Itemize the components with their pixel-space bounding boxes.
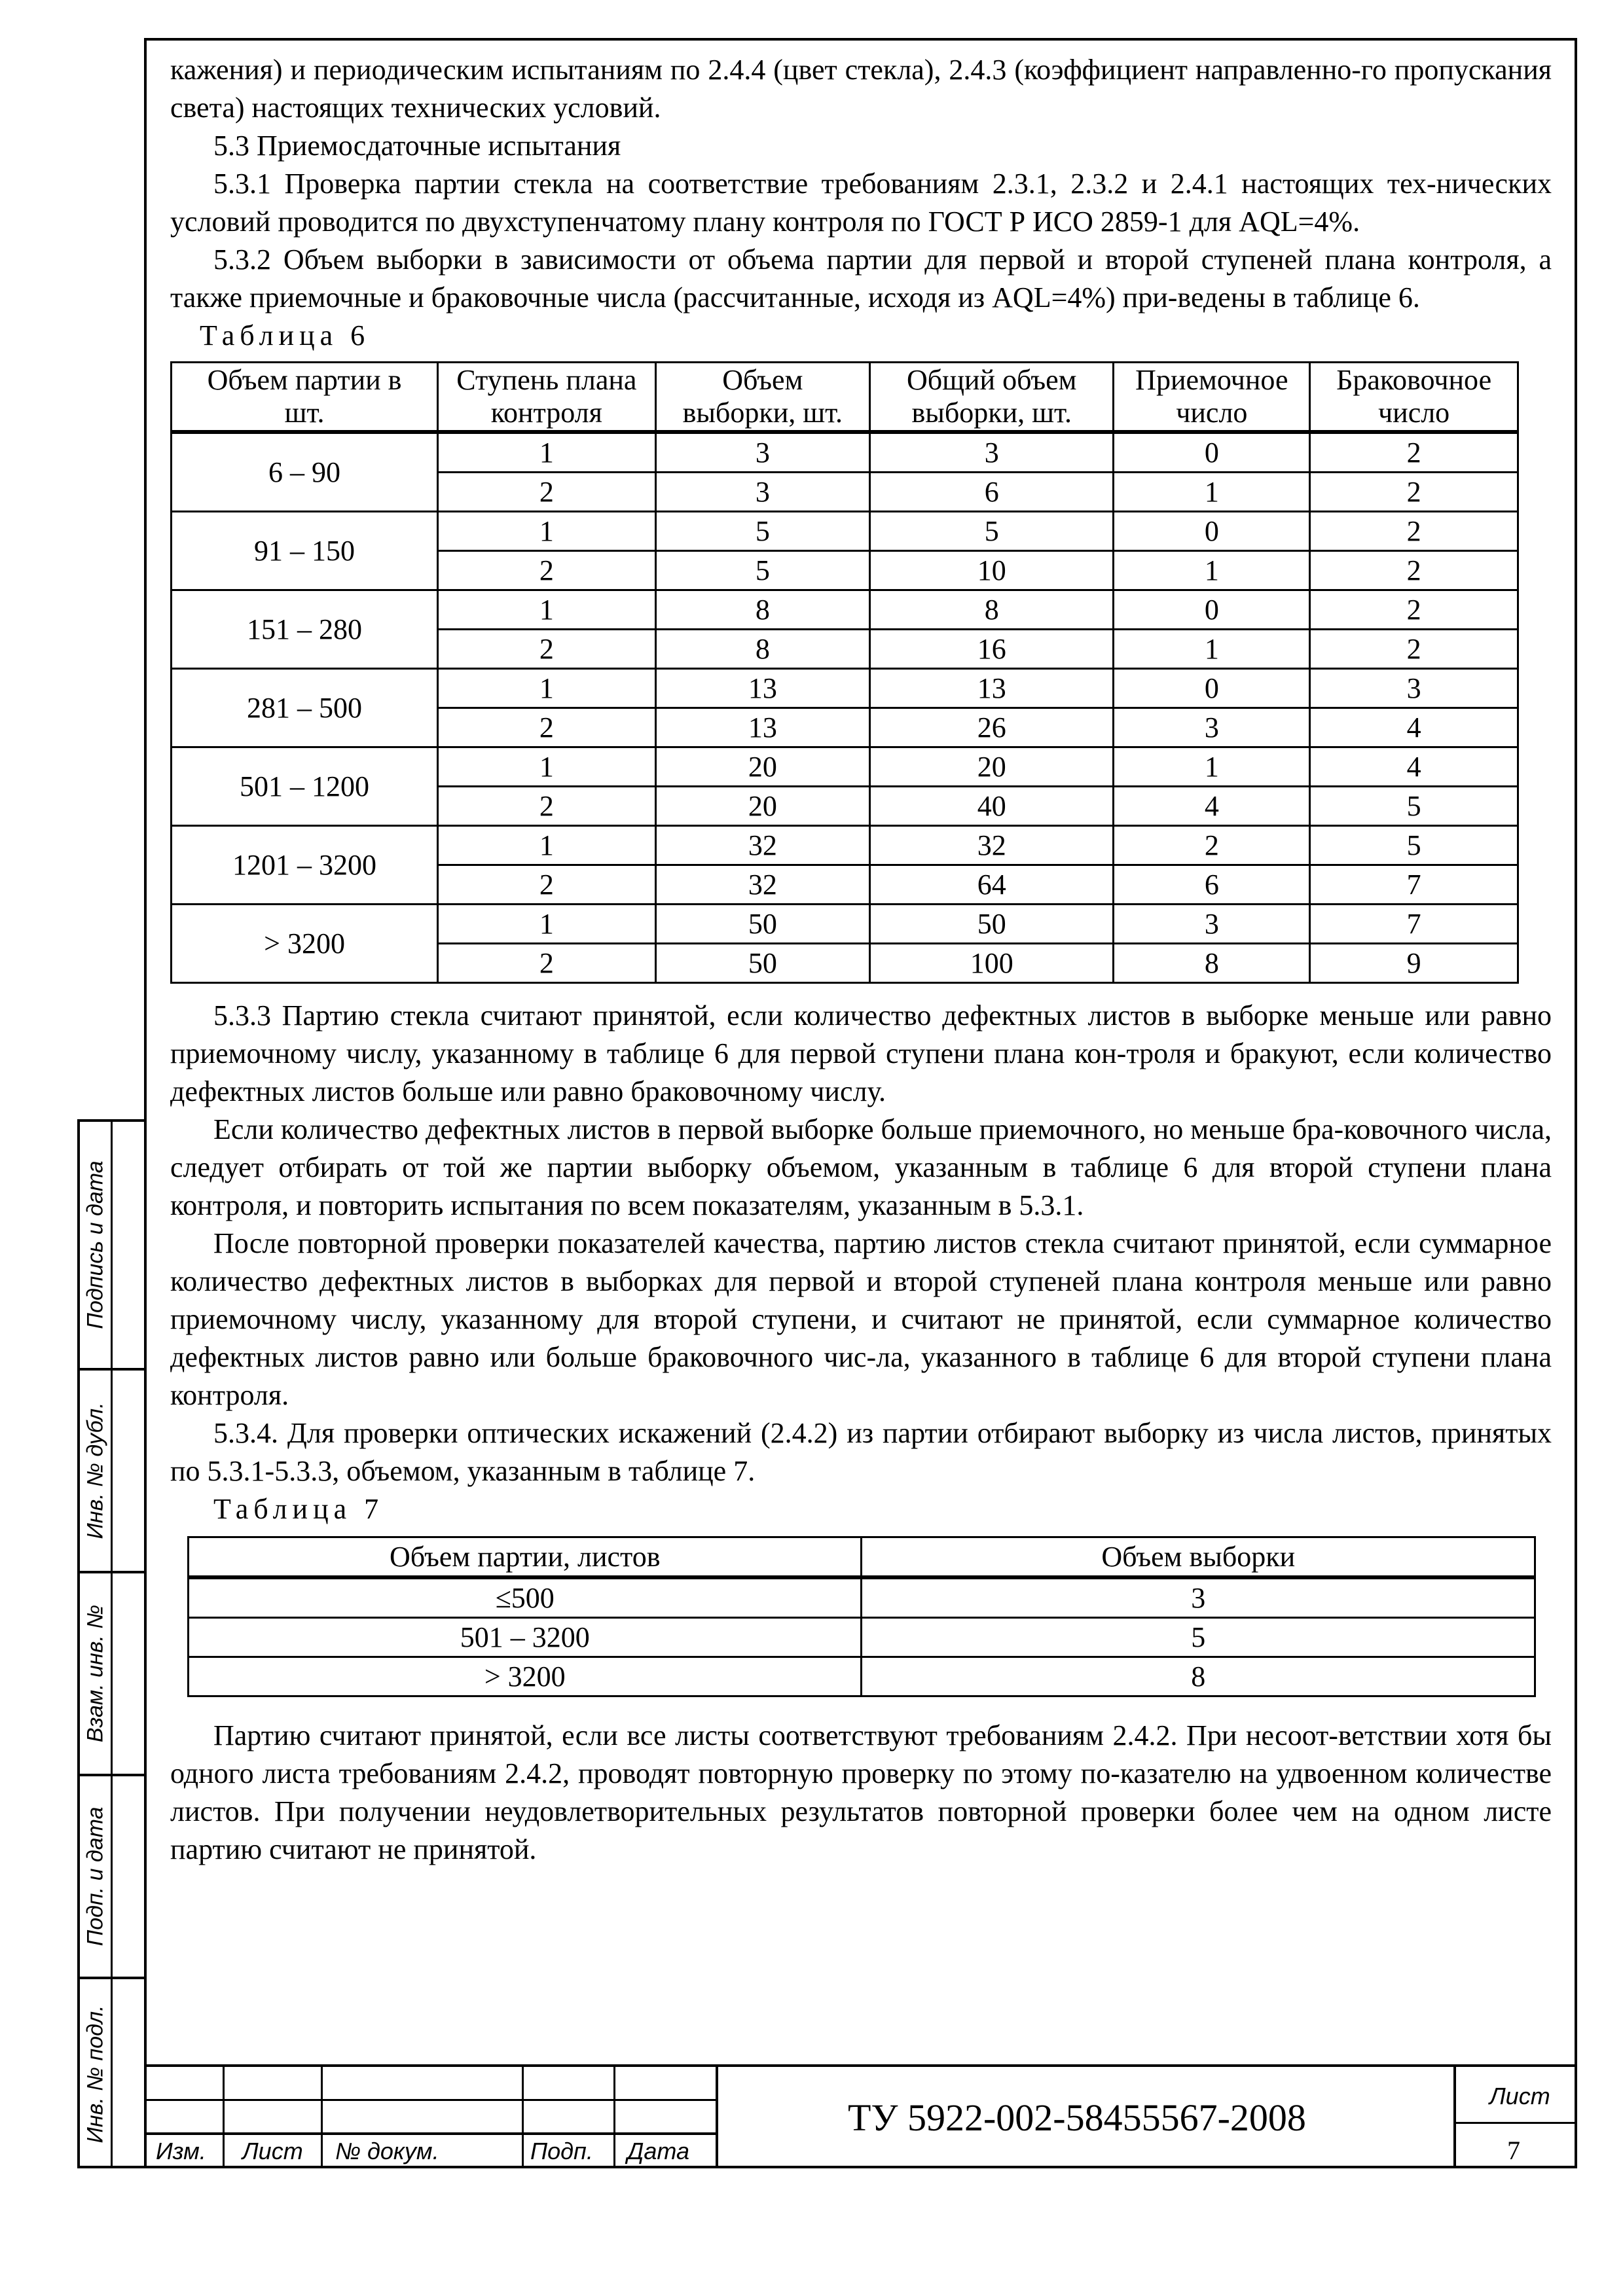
- table-cell: 3: [870, 432, 1114, 473]
- side-cell-sign-date: [80, 1776, 144, 1979]
- table-cell: 1: [1114, 473, 1310, 512]
- table-cell: 5: [1310, 826, 1518, 865]
- table-cell: 2: [1310, 551, 1518, 590]
- table-7: [187, 1536, 1536, 1697]
- table-cell: 32: [870, 826, 1114, 865]
- table-cell: 7: [1310, 865, 1518, 905]
- table-cell: 2: [1114, 826, 1310, 865]
- table-cell: 40: [870, 787, 1114, 826]
- table-cell: 2: [438, 787, 655, 826]
- lot-size-cell: 6 – 90: [172, 432, 438, 512]
- table-cell: 2: [438, 708, 655, 747]
- stamp-col-sheet: Лист: [242, 2138, 303, 2164]
- table-cell: 13: [655, 669, 870, 708]
- table-cell: 20: [655, 787, 870, 826]
- table-cell: 2: [438, 630, 655, 669]
- table-cell: 2: [1310, 432, 1518, 473]
- side-label: Подп. и дата: [82, 1806, 107, 1946]
- table-cell: 3: [1114, 905, 1310, 944]
- table-cell: 4: [1114, 787, 1310, 826]
- side-cell-orig-inv: [80, 1979, 144, 2168]
- table-cell: 2: [1310, 590, 1518, 630]
- table-cell: 3: [862, 1577, 1535, 1618]
- side-label: Взам. инв. №: [82, 1604, 107, 1743]
- stamp-col-change: Изм.: [156, 2138, 206, 2164]
- lot-size-cell: 91 – 150: [172, 512, 438, 590]
- table-cell: 2: [438, 944, 655, 983]
- table-row: [172, 826, 1518, 865]
- table-row: [172, 590, 1518, 630]
- paragraph: 5.3.1 Проверка партии стекла на соответствие требованиям 2.3.1, 2.3.2 и 2.4.1 настоящих тех-нических условий проводится по двухступенчатому плану контроля по ГОСТ Р ИСО 2859-1 для AQL=4%.: [170, 168, 1552, 238]
- table-cell: 1: [438, 512, 655, 551]
- table-7-header-cell: Объем партии, листов: [189, 1537, 862, 1578]
- side-cell-replace-inv: [80, 1573, 144, 1776]
- side-label: Инв. № подл.: [82, 2005, 107, 2143]
- table-row: [172, 432, 1518, 473]
- side-stamp-column: [77, 1119, 144, 2168]
- table-cell: 64: [870, 865, 1114, 905]
- table-cell: 8: [862, 1657, 1535, 1696]
- table-cell: 1: [438, 432, 655, 473]
- table-cell: 1: [1114, 630, 1310, 669]
- table-cell: 4: [1310, 708, 1518, 747]
- table-cell: 32: [655, 865, 870, 905]
- table-cell: 8: [870, 590, 1114, 630]
- table-cell: 5: [655, 512, 870, 551]
- table-cell: 20: [870, 747, 1114, 787]
- table-cell: 2: [1310, 512, 1518, 551]
- table-cell: 9: [1310, 944, 1518, 983]
- table-cell: 2: [438, 473, 655, 512]
- table-cell: 8: [655, 630, 870, 669]
- header-line: контроля: [490, 397, 602, 429]
- side-cell-dup-inv: [80, 1371, 144, 1573]
- table-row: [189, 1577, 1535, 1618]
- table-6-header-cell: [438, 363, 655, 433]
- table-6-header-cell: [172, 363, 438, 433]
- table-row: [189, 1618, 1535, 1657]
- table-cell: 13: [655, 708, 870, 747]
- table-6-header-cell: [870, 363, 1114, 433]
- table-6-caption: Таблица 6: [200, 319, 371, 351]
- table-cell: 2: [1310, 630, 1518, 669]
- table-cell: 32: [655, 826, 870, 865]
- table-cell: 3: [1310, 669, 1518, 708]
- table-cell: 50: [655, 905, 870, 944]
- side-label: Инв. № дубл.: [82, 1402, 107, 1539]
- table-row: [172, 905, 1518, 944]
- table-cell: 6: [1114, 865, 1310, 905]
- side-cell-signature-date: [80, 1122, 144, 1371]
- document-number: ТУ 5922-002-58455567-2008: [848, 2096, 1306, 2139]
- table-cell: 2: [438, 551, 655, 590]
- table-cell: 1: [438, 669, 655, 708]
- table-cell: 20: [655, 747, 870, 787]
- table-6-header-cell: [1114, 363, 1310, 433]
- header-line: Общий объем: [906, 364, 1077, 396]
- section-heading: 5.3 Приемосдаточные испытания: [213, 130, 621, 162]
- header-line: выборки, шт.: [911, 397, 1072, 429]
- table-cell: 0: [1114, 590, 1310, 630]
- paragraph: 5.3.3 Партию стекла считают принятой, если количество дефектных листов в выборке меньше или равно приемочному числу, указанному в таблице 6 для первой ступени плана кон-троля и бракуют, если количество дефектных листов больше или равно браковочному числу.: [170, 999, 1552, 1107]
- table-cell: 6: [870, 473, 1114, 512]
- header-line: число: [1176, 397, 1248, 429]
- stamp-col-sign: Подп.: [530, 2138, 593, 2164]
- table-7-header-cell: Объем выборки: [862, 1537, 1535, 1578]
- table-cell: 3: [1114, 708, 1310, 747]
- lot-size-cell: > 3200: [172, 905, 438, 983]
- table-cell: 1: [1114, 551, 1310, 590]
- lot-size-cell: 501 – 1200: [172, 747, 438, 826]
- table-cell: 5: [1310, 787, 1518, 826]
- sheet-label: Лист: [1489, 2083, 1550, 2109]
- stamp-col-date: Дата: [627, 2138, 689, 2164]
- table-cell: 0: [1114, 669, 1310, 708]
- table-cell: 8: [1114, 944, 1310, 983]
- table-cell: 5: [870, 512, 1114, 551]
- paragraph: 5.3.4. Для проверки оптических искажений (2.4.2) из партии отбирают выборку из числа листов, принятых по 5.3.1-5.3.3, объемом, указанным в таблице 7.: [170, 1417, 1552, 1487]
- table-cell: 0: [1114, 512, 1310, 551]
- table-6-header-cell: [655, 363, 870, 433]
- table-6-header-cell: [1310, 363, 1518, 433]
- paragraph: Партию считают принятой, если все листы соответствуют требованиям 2.4.2. При несоот-ветствии хотя бы одного листа требованиям 2.4.2, проводят повторную проверку по этому по-казателю на удвоенном количестве листов. При получении неудовлетворительных результатов повторной проверки более чем на одном листе партию считают не принятой.: [170, 1719, 1552, 1865]
- table-cell: 1: [1114, 747, 1310, 787]
- header-line: шт.: [284, 397, 325, 429]
- document-body: [170, 51, 1552, 1869]
- table-cell: 1: [438, 747, 655, 787]
- table-cell: 3: [655, 473, 870, 512]
- table-cell: 13: [870, 669, 1114, 708]
- table-cell: 8: [655, 590, 870, 630]
- paragraph: Если количество дефектных листов в первой выборке больше приемочного, но меньше бра-ковочного числа, следует отбирать от той же партии выборку объемом, указанным в таблице 6 для второй ступени плана контроля, и повторить испытания по всем показателям, указанным в 5.3.1.: [170, 1113, 1552, 1221]
- header-line: выборки, шт.: [682, 397, 843, 429]
- table-cell: 501 – 3200: [189, 1618, 862, 1657]
- header-line: Приемочное: [1135, 364, 1288, 396]
- paragraph: 5.3.2 Объем выборки в зависимости от объема партии для первой и второй ступеней плана контроля, а также приемочные и браковочные числа (рассчитанные, исходя из AQL=4%) при-ведены в таблице 6.: [170, 243, 1552, 314]
- table-cell: 50: [870, 905, 1114, 944]
- table-cell: 5: [862, 1618, 1535, 1657]
- table-cell: 16: [870, 630, 1114, 669]
- header-line: Объем: [722, 364, 803, 396]
- table-cell: 2: [1310, 473, 1518, 512]
- lot-size-cell: 281 – 500: [172, 669, 438, 747]
- table-cell: 26: [870, 708, 1114, 747]
- header-line: число: [1378, 397, 1450, 429]
- table-row: [189, 1657, 1535, 1696]
- header-line: Ступень плана: [456, 364, 637, 396]
- title-block: [144, 2064, 1577, 2168]
- table-cell: ≤500: [189, 1577, 862, 1618]
- header-line: Браковочное: [1336, 364, 1492, 396]
- lot-size-cell: 151 – 280: [172, 590, 438, 669]
- table-row: [172, 747, 1518, 787]
- paragraph: кажения) и периодическим испытаниям по 2.4.4 (цвет стекла), 2.4.3 (коэффициент направленно-го пропускания света) настоящих технических условий.: [170, 54, 1552, 124]
- table-cell: > 3200: [189, 1657, 862, 1696]
- table-cell: 7: [1310, 905, 1518, 944]
- table-cell: 5: [655, 551, 870, 590]
- table-7-caption: Таблица 7: [213, 1493, 384, 1525]
- table-cell: 100: [870, 944, 1114, 983]
- table-row: [172, 512, 1518, 551]
- table-cell: 50: [655, 944, 870, 983]
- stamp-col-doc: № докум.: [335, 2138, 439, 2164]
- table-cell: 2: [438, 865, 655, 905]
- side-label: Подпись и дата: [82, 1160, 107, 1329]
- table-cell: 0: [1114, 432, 1310, 473]
- paragraph: После повторной проверки показателей качества, партию листов стекла считают принятой, если суммарное количество дефектных листов в выборках для первой и второй ступеней плана контроля меньше или равно приемочному числу, указанному для второй ступени, и считают не принятой, если суммарное количество дефектных листов равно или больше браковочного чис-ла, указанного в таблице 6 для второй ступени плана контроля.: [170, 1227, 1552, 1411]
- table-row: [172, 669, 1518, 708]
- sheet-number: 7: [1507, 2136, 1520, 2165]
- table-cell: 10: [870, 551, 1114, 590]
- table-cell: 1: [438, 826, 655, 865]
- lot-size-cell: 1201 – 3200: [172, 826, 438, 905]
- table-cell: 1: [438, 590, 655, 630]
- table-6: [170, 361, 1519, 984]
- table-cell: 3: [655, 432, 870, 473]
- table-cell: 4: [1310, 747, 1518, 787]
- header-line: Объем партии в: [207, 364, 402, 396]
- table-cell: 1: [438, 905, 655, 944]
